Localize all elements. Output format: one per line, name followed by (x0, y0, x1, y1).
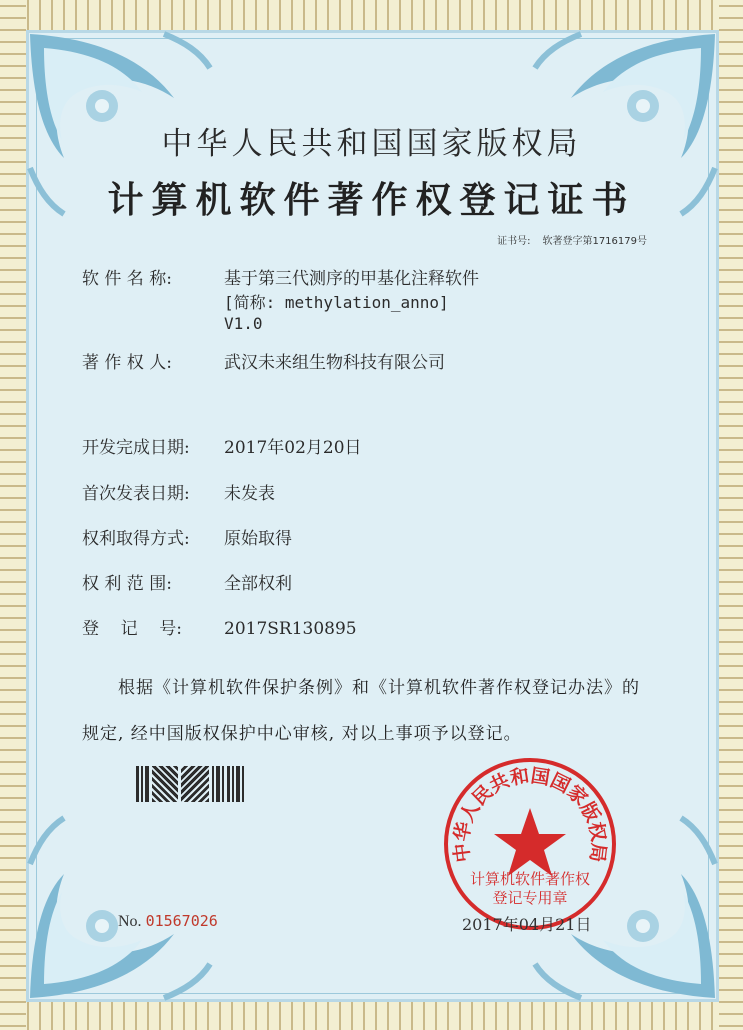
software-name-label: 软 件 名 称: (82, 269, 172, 289)
software-name-row (82, 264, 479, 289)
acquire-row (82, 524, 292, 549)
acquire-label: 权利取得方式: (82, 529, 190, 549)
scope-label: 权 利 范 围: (82, 574, 172, 594)
certificate-title: 计算机软件著作权登记证书 (107, 179, 636, 221)
publish-date-row (82, 479, 275, 504)
reg-no-label: 登 记 号: (82, 619, 182, 639)
software-name-value: 基于第三代测序的甲基化注释软件 (224, 269, 479, 289)
certificate-number-label: 证书号: (497, 236, 531, 247)
serial-prefix: No. (118, 913, 142, 930)
dev-date-label: 开发完成日期: (82, 438, 190, 458)
software-short-name: [简称: methylation_anno] (224, 293, 449, 312)
issue-date: 2017年04月21日 (462, 915, 592, 934)
certificate-number-value: 软著登字第1716179号 (542, 236, 647, 247)
seal-star-icon (494, 808, 566, 876)
barcode (136, 766, 248, 802)
scope-value: 全部权利 (224, 574, 292, 594)
seal-line-1: 计算机软件著作权 (469, 870, 590, 888)
seal-line-2: 登记专用章 (492, 889, 568, 907)
owner-value: 武汉未来组生物科技有限公司 (224, 353, 445, 373)
issuer-title: 中华人民共和国国家版权局 (161, 126, 582, 162)
reg-no-value: 2017SR130895 (224, 619, 357, 639)
statement-line-1: 根据《计算机软件保护条例》和《计算机软件著作权登记办法》的 (118, 678, 640, 698)
publish-date-value: 未发表 (224, 484, 275, 504)
dev-date-value: 2017年02月20日 (224, 438, 362, 458)
serial-value: 01567026 (145, 912, 218, 930)
seal-ring-text: 中华人民共和国国家版权局 (450, 764, 610, 864)
certificate-number (497, 232, 647, 247)
scope-row (82, 569, 292, 594)
greek-key-border-bottom (0, 1002, 743, 1030)
reg-no-row (82, 614, 357, 639)
corner-ornament-bottom-left (24, 814, 214, 1004)
owner-label: 著 作 权 人: (82, 353, 172, 373)
owner-row (82, 348, 445, 373)
publish-date-label: 首次发表日期: (82, 484, 190, 504)
dev-date-row (82, 433, 362, 458)
statement-line-2: 规定, 经中国版权保护中心审核, 对以上事项予以登记。 (82, 724, 522, 744)
greek-key-border-top (0, 0, 743, 30)
software-version: V1.0 (224, 314, 263, 333)
serial-number (118, 912, 218, 931)
acquire-value: 原始取得 (224, 529, 292, 549)
